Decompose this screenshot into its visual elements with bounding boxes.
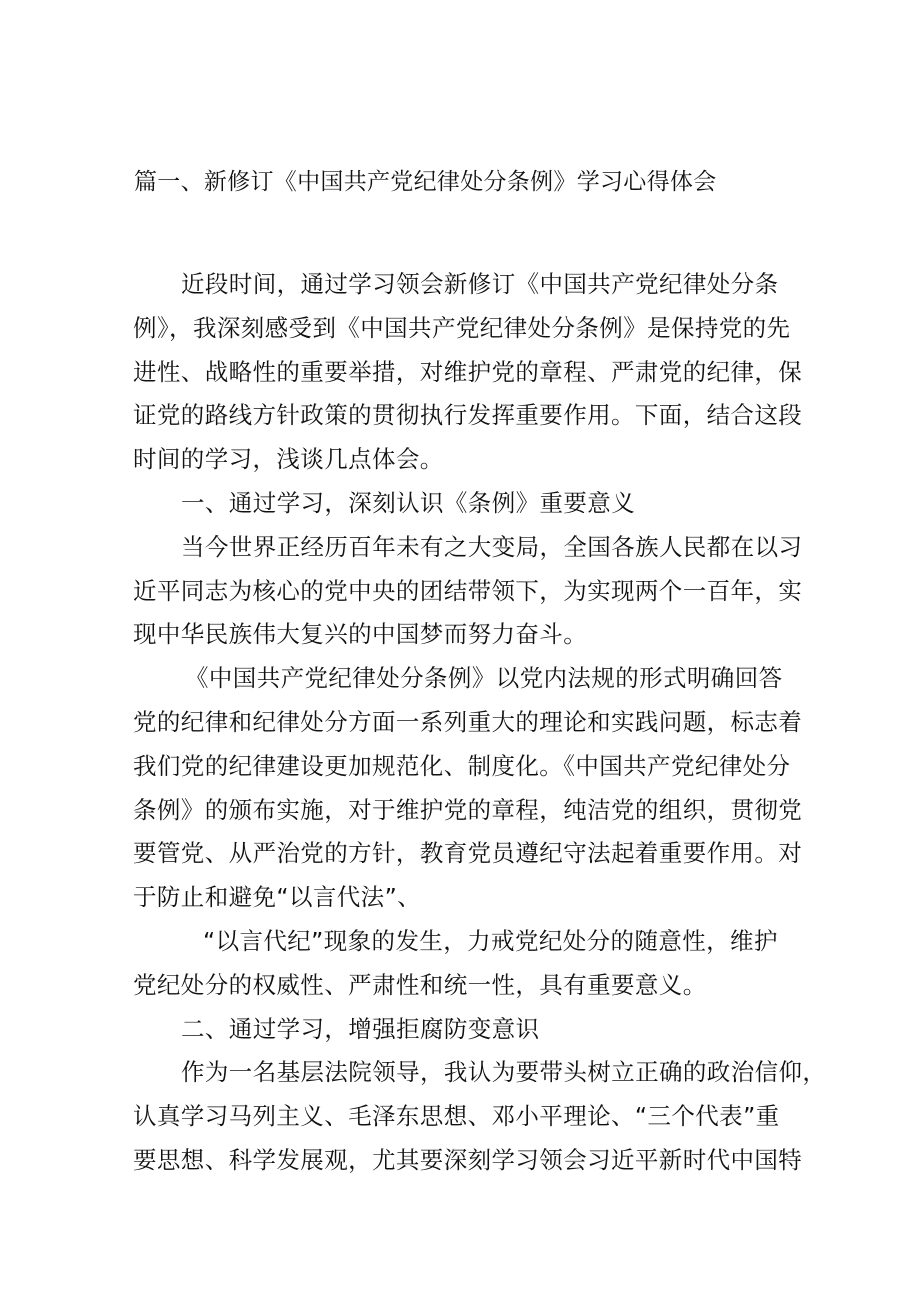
- paragraph-line: 要管党、从严治党的方针，教育党员遵纪守法起着重要作用。对: [133, 839, 803, 868]
- paragraph-line: 于防止和避免“以言代法”、: [133, 883, 422, 912]
- paragraph-line: 认真学习马列主义、毛泽东思想、邓小平理论、“三个代表”重: [133, 1102, 780, 1131]
- paragraph-line: 时间的学习，浅谈几点体会。: [133, 445, 444, 474]
- paragraph-line: 当今世界正经历百年未有之大变局，全国各族人民都在以习: [181, 532, 803, 561]
- paragraph-line: 现中华民族伟大复兴的中国梦而努力奋斗。: [133, 620, 588, 649]
- section-heading: 一、通过学习，深刻认识《条例》重要意义: [181, 488, 636, 517]
- paragraph-line: 进性、战略性的重要举措，对维护党的章程、严肃党的纪律，保: [133, 357, 803, 386]
- paragraph-line: 要思想、科学发展观，尤其要深刻学习领会习近平新时代中国特: [133, 1145, 803, 1174]
- paragraph-line: 党纪处分的权威性、严肃性和统一性，具有重要意义。: [133, 970, 707, 999]
- paragraph-line: 证党的路线方针政策的贯彻执行发挥重要作用。下面，结合这段: [133, 401, 803, 430]
- paragraph-line: 条例》的颁布实施，对于维护党的章程，纯洁党的组织，贯彻党: [133, 795, 803, 824]
- paragraph-line: 党的纪律和纪律处分方面一系列重大的理论和实践问题，标志着: [133, 707, 803, 736]
- paragraph-line: 作为一名基层法院领导，我认为要带头树立正确的政治信仰，: [181, 1058, 827, 1087]
- paragraph-line: 近段时间，通过学习领会新修订《中国共产党纪律处分条: [181, 270, 779, 298]
- document-body: [133, 263, 827, 1183]
- paragraph-line: “以言代纪”现象的发生，力戒党纪处分的随意性，维护: [203, 926, 778, 955]
- paragraph-line: 我们党的纪律建设更加规范化、制度化。《中国共产党纪律处分: [133, 751, 791, 780]
- paragraph-line: 《中国共产党纪律处分条例》以党内法规的形式明确回答: [185, 664, 783, 693]
- section-heading: 二、通过学习，增强拒腐防变意识: [181, 1014, 540, 1043]
- paragraph-line: 例》，我深刻感受到《中国共产党纪律处分条例》是保持党的先: [133, 313, 791, 342]
- paragraph-line: 近平同志为核心的党中央的团结带领下，为实现两个一百年，实: [133, 576, 803, 605]
- document-title: 篇一、新修订《中国共产党纪律处分条例》学习心得体会: [134, 169, 717, 195]
